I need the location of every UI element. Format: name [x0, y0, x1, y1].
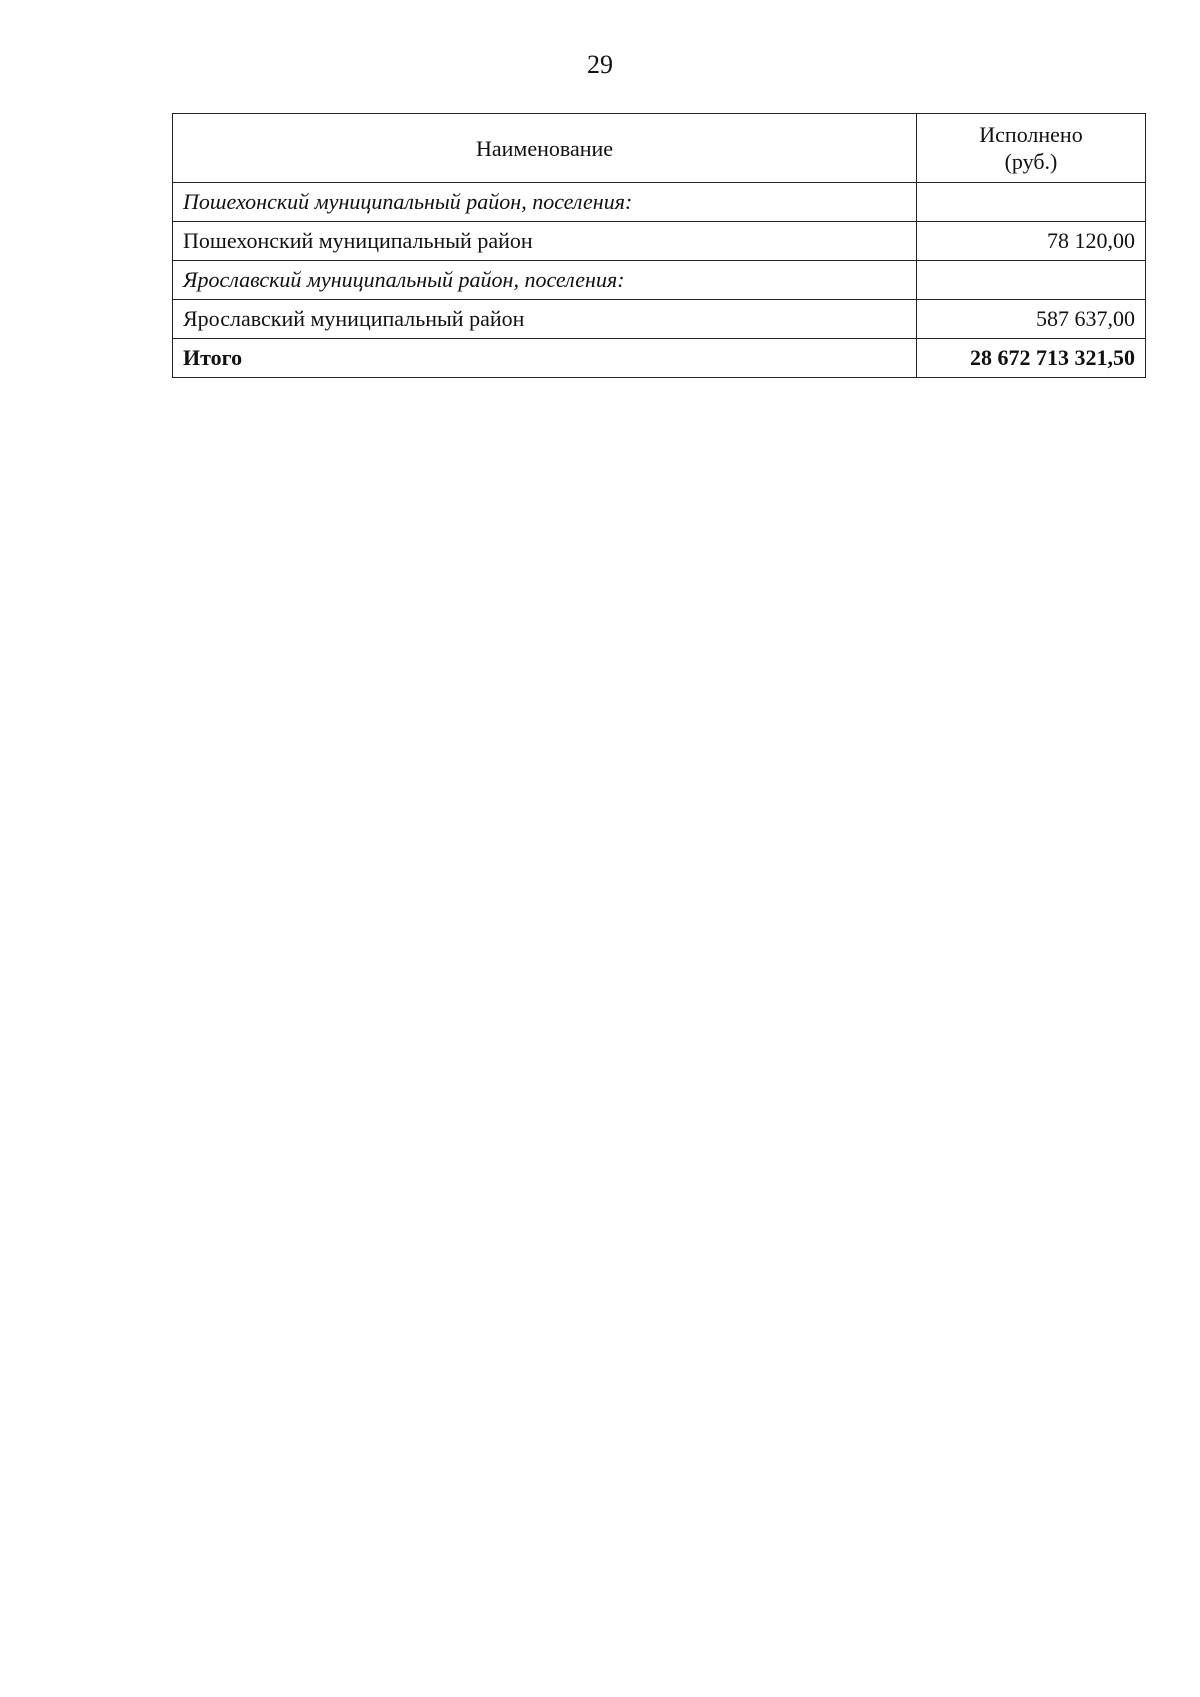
- table-row-group-poshekhonsky: [173, 183, 1146, 222]
- table-row-yaroslavsky: [173, 300, 1146, 339]
- table-row-total: [173, 339, 1146, 378]
- row-name: Пошехонский муниципальный район, поселения:: [173, 183, 917, 222]
- total-label: Итого: [173, 339, 917, 378]
- table-row-group-yaroslavsky: [173, 261, 1146, 300]
- row-value: 587 637,00: [917, 300, 1146, 339]
- table-row-poshekhonsky: [173, 222, 1146, 261]
- total-value: 28 672 713 321,50: [917, 339, 1146, 378]
- budget-table: [172, 113, 1146, 378]
- column-header-value-line1: Исполнено: [979, 122, 1083, 147]
- column-header-value-line2: (руб.): [1004, 149, 1058, 174]
- row-name: Ярославский муниципальный район, поселения:: [173, 261, 917, 300]
- row-value: 78 120,00: [917, 222, 1146, 261]
- column-header-name: Наименование: [173, 114, 917, 183]
- page-number: 29: [587, 50, 613, 79]
- row-name: Пошехонский муниципальный район: [173, 222, 917, 261]
- row-value: [917, 261, 1146, 300]
- row-name: Ярославский муниципальный район: [173, 300, 917, 339]
- column-header-value: [917, 114, 1146, 183]
- table-header-row: [173, 114, 1146, 183]
- row-value: [917, 183, 1146, 222]
